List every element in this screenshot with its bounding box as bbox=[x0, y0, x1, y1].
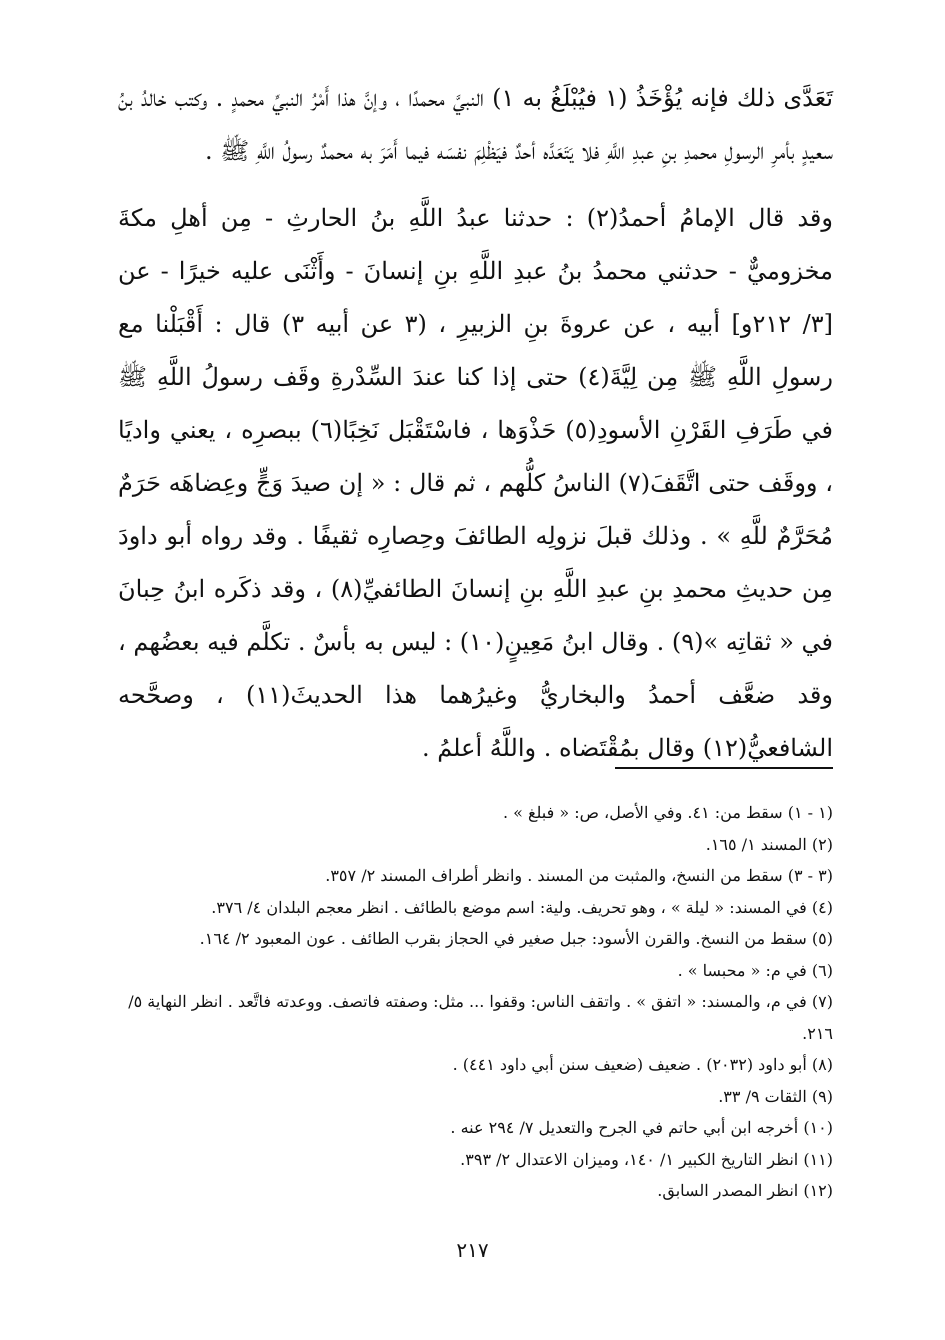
footnote: (١ - ١) سقط من: ٤١. وفي الأصل، ص: « فبلغ » . bbox=[502, 803, 833, 822]
page-number: ٢١٧ bbox=[456, 1238, 489, 1262]
footnote: (٥) سقط من النسخ. والقرن الأسود: جبل صغير في الحجاز بقرب الطائف . عون المعبود ٢/ ١٦٤. bbox=[199, 929, 833, 948]
footnote: (١١) انظر التاريخ الكبير ١/ ١٤٠، وميزان الاعتدال ٢/ ٣٩٣. bbox=[460, 1149, 833, 1169]
footnote: (٨) أبو داود (٢٠٣٢) . ضعيف (ضعيف سنن أبي داود ٤٤١) . bbox=[452, 1055, 833, 1074]
footnotes bbox=[118, 797, 833, 1207]
footnote: (٣ - ٣) سقط من النسخ، والمثبت من المسند . وانظر أطراف المسند ٢/ ٣٥٧. bbox=[325, 866, 833, 885]
main-text bbox=[118, 72, 833, 775]
footnote: (٧) في م، والمسند: « اتفق » . واتقف الناس: وقفوا ... مثل: وصفته فاتصف. ووعدته فاتَّعد . انظر النهاية ٥/ ٢١٦. bbox=[128, 992, 833, 1043]
footnote: (٤) في المسند: « ليلة » ، وهو تحريف. ولية: اسم موضع بالطائف . انظر معجم البلدان ٤/ ٣٧٦. bbox=[211, 897, 833, 917]
footnote: (٦) في م: « محبسا » . bbox=[677, 960, 833, 980]
footnote: (٩) الثقات ٩/ ٣٣. bbox=[718, 1086, 833, 1106]
footnote: (١٢) انظر المصدر السابق. bbox=[657, 1181, 833, 1200]
paragraph-2: وقد قال الإمامُ أحمدُ(٢) : حدثنا عبدُ اللَّهِ بنُ الحارثِ - مِن أهلِ مكةَ مخزوميٌّ - حدثني محمدُ بنُ عبدِ اللَّهِ بنِ إنسانَ - وأَثْنَى عليه خيرًا - عن [٣/ ٢١٢و] أبيه ، عن عروةَ بنِ الزبيرِ ، (٣ عن أبيه ٣) قال : أَقْبَلْنا مع رسولِ اللَّهِ ﷺ مِن لِيَّةَ(٤) حتى إذا كنا عندَ السِّدْرةِ وقَف رسولُ اللَّهِ ﷺ في طَرَفِ القَرْنِ الأسودِ(٥) حَذْوَها ، فاسْتَقْبَل نَخِبًا(٦) ببصرِه ، يعني واديًا ، ووقَف حتى اتَّقَفَ(٧) الناسُ كلُّهم ، ثم قال : « إن صيدَ وَجٍّ وعِضاهَه حَرَمٌ مُحَرَّمٌ للَّهِ » . وذلك قبلَ نزولِه الطائفَ وحِصارِه ثقيفًا . وقد رواه أبو داودَ مِن حديثِ محمدِ بنِ عبدِ اللَّهِ بنِ إنسانَ الطائفيِّ(٨) ، وقد ذكَره ابنُ حِبانَ في « ثقاتِه »(٩) . وقال ابنُ مَعِينٍ(١٠) : ليس به بأسٌ . تكلَّم فيه بعضُهم ، وقد ضعَّف أحمدُ والبخاريُّ وغيرُهما هذا الحديثَ(١١) ، وصحَّحه الشافعيُّ(١٢) وقال بمُقْتَضاه . واللَّهُ أعلمُ . bbox=[118, 204, 834, 762]
footnote: (١٠) أخرجه ابن أبي حاتم في الجرح والتعديل ٧/ ٢٩٤ عنه . bbox=[450, 1118, 833, 1137]
footnote: (٢) المسند ١/ ١٦٥. bbox=[705, 834, 833, 854]
paragraph-1: تَعَدَّى ذلك فإنه يُؤْخَذُ (١ فيُبْلَغُ به ١) النبيَّ محمدًا ، وإنَّ هذا أَمْرُ النبيِّ محمدٍ . وكتب خالدُ بنُ سعيدٍ بأمرِ الرسولِ محمدِ بنِ عبدِ اللَّهِ فلا يَتَعَدَّه أحدٌ فيَظْلِمَ نفسَه فيما أَمَرَ به محمدٌ رسولُ اللَّهِ ﷺ . bbox=[118, 84, 833, 165]
footnote-separator bbox=[615, 767, 833, 769]
